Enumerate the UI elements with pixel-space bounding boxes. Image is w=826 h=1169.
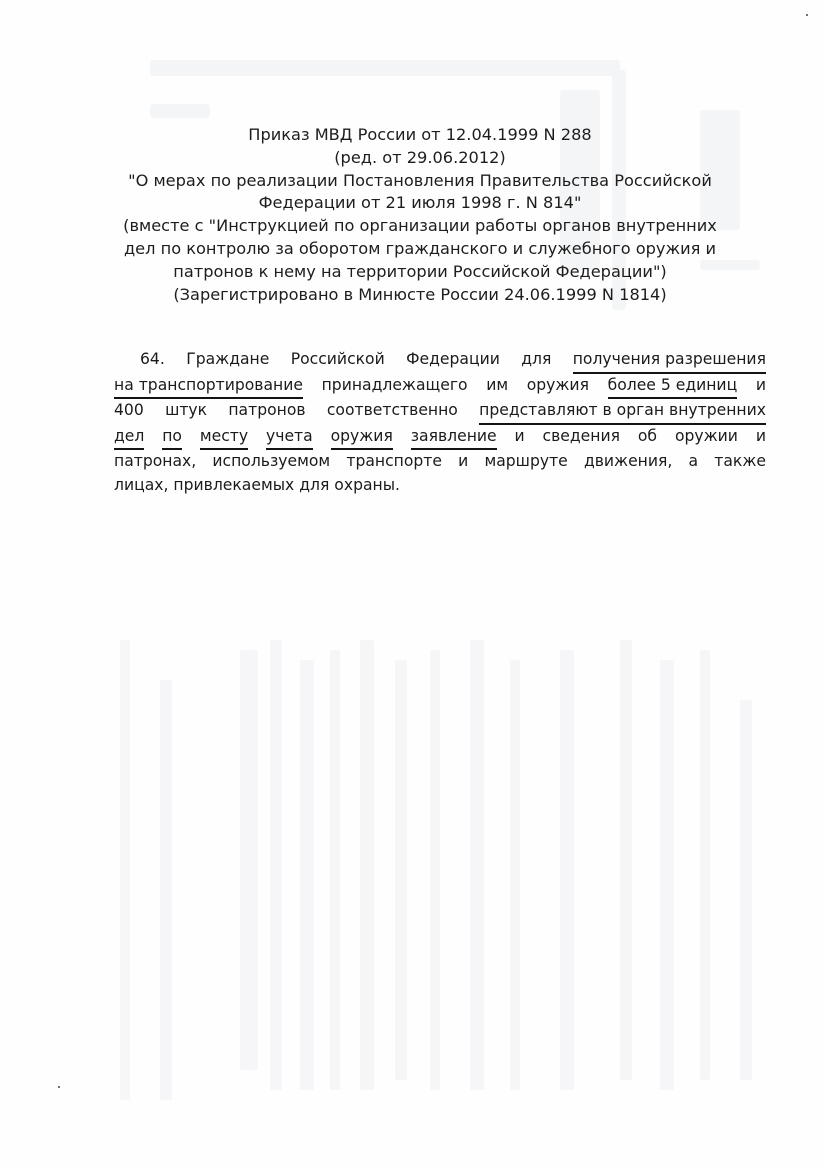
paragraph-line (114, 399, 766, 425)
word: для (521, 350, 552, 368)
instruction-line-2: дел по контролю за оборотом гражданского и служебного оружия и (123, 238, 717, 258)
word: принадлежащего (321, 375, 468, 394)
paragraph-line (114, 474, 766, 498)
scan-speck (58, 1086, 60, 1088)
word: используемом (212, 452, 331, 471)
word: и (755, 426, 766, 445)
scan-speck (806, 14, 808, 16)
underlined-word: дел (114, 425, 144, 451)
order-subject-line-1: "О мерах по реализации Постановления Правительства Российской (128, 170, 712, 190)
underlined-phrase: более 5 единиц (608, 374, 738, 400)
word: 64. (140, 350, 165, 368)
word: а (688, 452, 699, 471)
word: транспорте (346, 452, 442, 471)
underlined-word: учета (266, 425, 313, 451)
clause-64-paragraph (114, 348, 766, 498)
underlined-phrase: представляют в орган внутренних (479, 399, 766, 425)
word: об (637, 426, 658, 445)
word: маршруте (484, 452, 568, 471)
word: и (514, 426, 525, 445)
word: Граждане (186, 350, 270, 368)
underlined-word: по (162, 425, 182, 451)
word: движения, (583, 452, 673, 471)
word: Российской (290, 350, 385, 368)
word: им (486, 375, 509, 394)
word: оружии (674, 426, 738, 445)
underlined-word: оружия (331, 425, 393, 451)
word: штук (165, 401, 208, 420)
word: оружия (526, 375, 589, 394)
paragraph-line (114, 374, 766, 400)
underlined-phrase: на транспортирование (114, 374, 303, 400)
word: соответственно (326, 401, 458, 420)
word: Федерации (406, 350, 500, 368)
paragraph-last-line: лицах, привлекаемых для охраны. (114, 475, 400, 494)
word: патронах, (114, 452, 197, 471)
word: также (714, 452, 766, 471)
paragraph-line (114, 450, 766, 474)
underlined-word: месту (200, 425, 248, 451)
paragraph-line (114, 425, 766, 451)
instruction-line-3: патронов к нему на территории Российской Федерации") (173, 261, 667, 281)
word: 400 (114, 401, 144, 420)
word: сведения (542, 426, 620, 445)
word: и (755, 375, 766, 394)
revision-date: (ред. от 29.06.2012) (334, 147, 506, 167)
underlined-phrase: получения разрешения (573, 348, 766, 374)
document-header (100, 124, 740, 306)
order-title: Приказ МВД России от 12.04.1999 N 288 (248, 125, 592, 144)
instruction-line-1: (вместе с "Инструкцией по организации работы органов внутренних (123, 216, 717, 236)
registration-note: (Зарегистрировано в Минюсте России 24.06.1999 N 1814) (173, 284, 667, 304)
paragraph-line (114, 348, 766, 374)
word: патронов (228, 401, 306, 420)
order-subject-line-2: Федерации от 21 июля 1998 г. N 814" (258, 193, 582, 213)
word: и (458, 452, 469, 471)
underlined-word: заявление (411, 425, 497, 451)
